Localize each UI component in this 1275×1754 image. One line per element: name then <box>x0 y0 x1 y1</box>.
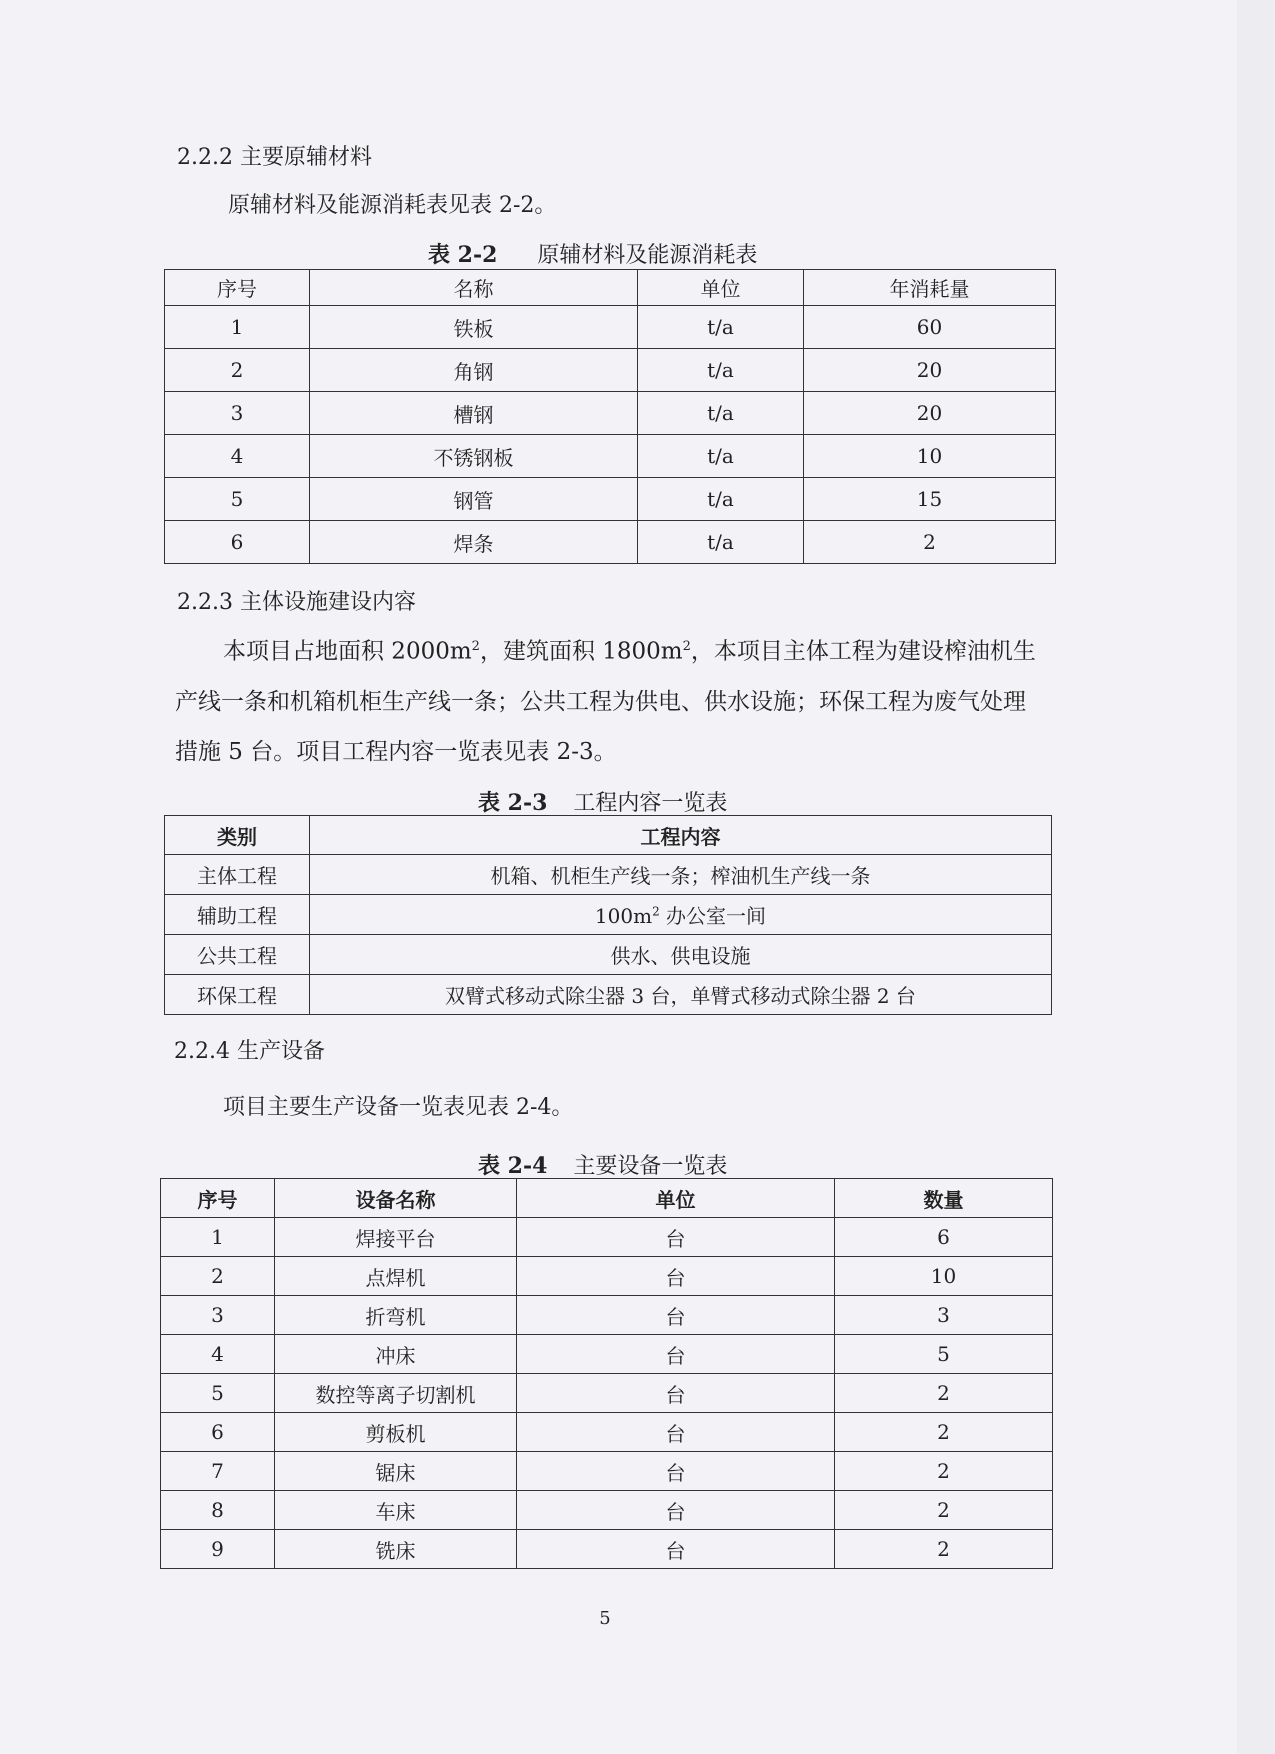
row-number: 9 <box>161 1530 275 1569</box>
header-cell: 单位 <box>517 1179 835 1218</box>
equipment-name: 冲床 <box>275 1335 517 1374</box>
header-cell: 年消耗量 <box>804 270 1056 306</box>
unit: 台 <box>517 1452 835 1491</box>
table-row <box>161 1296 1053 1335</box>
caption-title: 原辅材料及能源消耗表 <box>537 243 758 268</box>
table-row <box>165 855 1052 895</box>
unit: t/a <box>638 349 804 392</box>
equipment-name: 锯床 <box>275 1452 517 1491</box>
table-row <box>161 1374 1053 1413</box>
unit: 台 <box>517 1218 835 1257</box>
row-number: 3 <box>165 392 310 435</box>
header-cell: 名称 <box>310 270 638 306</box>
content: 双臂式移动式除尘器 3 台，单臂式移动式除尘器 2 台 <box>310 975 1052 1015</box>
equipment-name: 焊接平台 <box>275 1218 517 1257</box>
table-row <box>165 306 1056 349</box>
paragraph-part: 本项目占地面积 2000m <box>223 638 472 665</box>
equipment-name: 数控等离子切割机 <box>275 1374 517 1413</box>
equipment-name: 剪板机 <box>275 1413 517 1452</box>
unit: 台 <box>517 1335 835 1374</box>
paragraph-part: ，建筑面积 1800m <box>479 638 683 665</box>
row-number: 8 <box>161 1491 275 1530</box>
caption-number: 表 2-4 <box>478 1153 548 1179</box>
superscript: 2 <box>682 639 691 654</box>
row-number: 1 <box>161 1218 275 1257</box>
annual-consumption: 10 <box>804 435 1056 478</box>
scan-edge <box>1237 0 1275 1754</box>
row-number: 3 <box>161 1296 275 1335</box>
table-header-row <box>161 1179 1053 1218</box>
quantity: 5 <box>835 1335 1053 1374</box>
table-row <box>161 1335 1053 1374</box>
category: 公共工程 <box>165 935 310 975</box>
table-row <box>161 1413 1053 1452</box>
quantity: 10 <box>835 1257 1053 1296</box>
annual-consumption: 20 <box>804 392 1056 435</box>
table-2-2 <box>164 269 1056 564</box>
table-row <box>165 935 1052 975</box>
table-2-3 <box>164 815 1052 1015</box>
table-row <box>161 1218 1053 1257</box>
material-name: 钢管 <box>310 478 638 521</box>
section-intro-2-2-2: 原辅材料及能源消耗表见表 2-2。 <box>228 193 557 218</box>
equipment-name: 折弯机 <box>275 1296 517 1335</box>
annual-consumption: 20 <box>804 349 1056 392</box>
row-number: 1 <box>165 306 310 349</box>
table-row <box>165 435 1056 478</box>
table-row <box>161 1257 1053 1296</box>
row-number: 5 <box>161 1374 275 1413</box>
unit: t/a <box>638 392 804 435</box>
unit: 台 <box>517 1530 835 1569</box>
unit: 台 <box>517 1257 835 1296</box>
content: 供水、供电设施 <box>310 935 1052 975</box>
table-2-4 <box>160 1178 1053 1569</box>
superscript: 2 <box>471 639 480 654</box>
table-row <box>165 975 1052 1015</box>
material-name: 槽钢 <box>310 392 638 435</box>
row-number: 2 <box>161 1257 275 1296</box>
row-number: 4 <box>165 435 310 478</box>
unit: t/a <box>638 306 804 349</box>
table-caption-2-3 <box>478 786 727 817</box>
unit: t/a <box>638 435 804 478</box>
material-name: 焊条 <box>310 521 638 564</box>
section-intro-2-2-4: 项目主要生产设备一览表见表 2-4。 <box>223 1095 574 1120</box>
table-row <box>165 521 1056 564</box>
header-cell: 单位 <box>638 270 804 306</box>
content-part: 100m <box>594 904 653 928</box>
section-paragraph-2-2-3 <box>175 622 1045 777</box>
caption-title: 主要设备一览表 <box>573 1154 728 1179</box>
category: 主体工程 <box>165 855 310 895</box>
section-heading-2-2-2: 2.2.2 主要原辅材料 <box>177 145 372 170</box>
unit: t/a <box>638 521 804 564</box>
page-number: 5 <box>599 1608 611 1629</box>
table-caption-2-4 <box>478 1149 727 1180</box>
content <box>310 895 1052 935</box>
table-row <box>165 895 1052 935</box>
equipment-name: 铣床 <box>275 1530 517 1569</box>
unit: 台 <box>517 1374 835 1413</box>
material-name: 铁板 <box>310 306 638 349</box>
header-cell: 设备名称 <box>275 1179 517 1218</box>
unit: 台 <box>517 1491 835 1530</box>
caption-title: 工程内容一览表 <box>573 791 728 816</box>
material-name: 角钢 <box>310 349 638 392</box>
header-cell: 序号 <box>165 270 310 306</box>
header-cell: 工程内容 <box>310 816 1052 855</box>
quantity: 2 <box>835 1413 1053 1452</box>
table-row <box>161 1530 1053 1569</box>
material-name: 不锈钢板 <box>310 435 638 478</box>
section-heading-2-2-3: 2.2.3 主体设施建设内容 <box>177 590 416 615</box>
annual-consumption: 15 <box>804 478 1056 521</box>
table-caption-2-2 <box>428 238 757 269</box>
table-header-row <box>165 816 1052 855</box>
table-row <box>165 392 1056 435</box>
quantity: 2 <box>835 1452 1053 1491</box>
equipment-name: 车床 <box>275 1491 517 1530</box>
quantity: 6 <box>835 1218 1053 1257</box>
content-part: 办公室一间 <box>659 904 767 928</box>
unit: 台 <box>517 1413 835 1452</box>
unit: 台 <box>517 1296 835 1335</box>
caption-number: 表 2-2 <box>428 242 498 268</box>
row-number: 4 <box>161 1335 275 1374</box>
row-number: 5 <box>165 478 310 521</box>
row-number: 7 <box>161 1452 275 1491</box>
row-number: 2 <box>165 349 310 392</box>
table-row <box>161 1452 1053 1491</box>
equipment-name: 点焊机 <box>275 1257 517 1296</box>
category: 环保工程 <box>165 975 310 1015</box>
header-cell: 数量 <box>835 1179 1053 1218</box>
superscript: 2 <box>652 904 660 919</box>
table-row <box>165 478 1056 521</box>
paragraph-part: ，本项目主体工程为建设榨油机生产线一条和机箱机柜生产线一条；公共工程为供电、供水设施；环保工程为废气处理措施 5 台。项目工程内容一览表见表 2-3。 <box>175 638 1036 765</box>
header-cell: 序号 <box>161 1179 275 1218</box>
category: 辅助工程 <box>165 895 310 935</box>
caption-number: 表 2-3 <box>478 790 548 816</box>
table-header-row <box>165 270 1056 306</box>
annual-consumption: 2 <box>804 521 1056 564</box>
row-number: 6 <box>161 1413 275 1452</box>
quantity: 3 <box>835 1296 1053 1335</box>
table-row <box>161 1491 1053 1530</box>
unit: t/a <box>638 478 804 521</box>
quantity: 2 <box>835 1530 1053 1569</box>
table-row <box>165 349 1056 392</box>
header-cell: 类别 <box>165 816 310 855</box>
row-number: 6 <box>165 521 310 564</box>
quantity: 2 <box>835 1491 1053 1530</box>
annual-consumption: 60 <box>804 306 1056 349</box>
section-heading-2-2-4: 2.2.4 生产设备 <box>174 1039 325 1064</box>
content: 机箱、机柜生产线一条；榨油机生产线一条 <box>310 855 1052 895</box>
quantity: 2 <box>835 1374 1053 1413</box>
